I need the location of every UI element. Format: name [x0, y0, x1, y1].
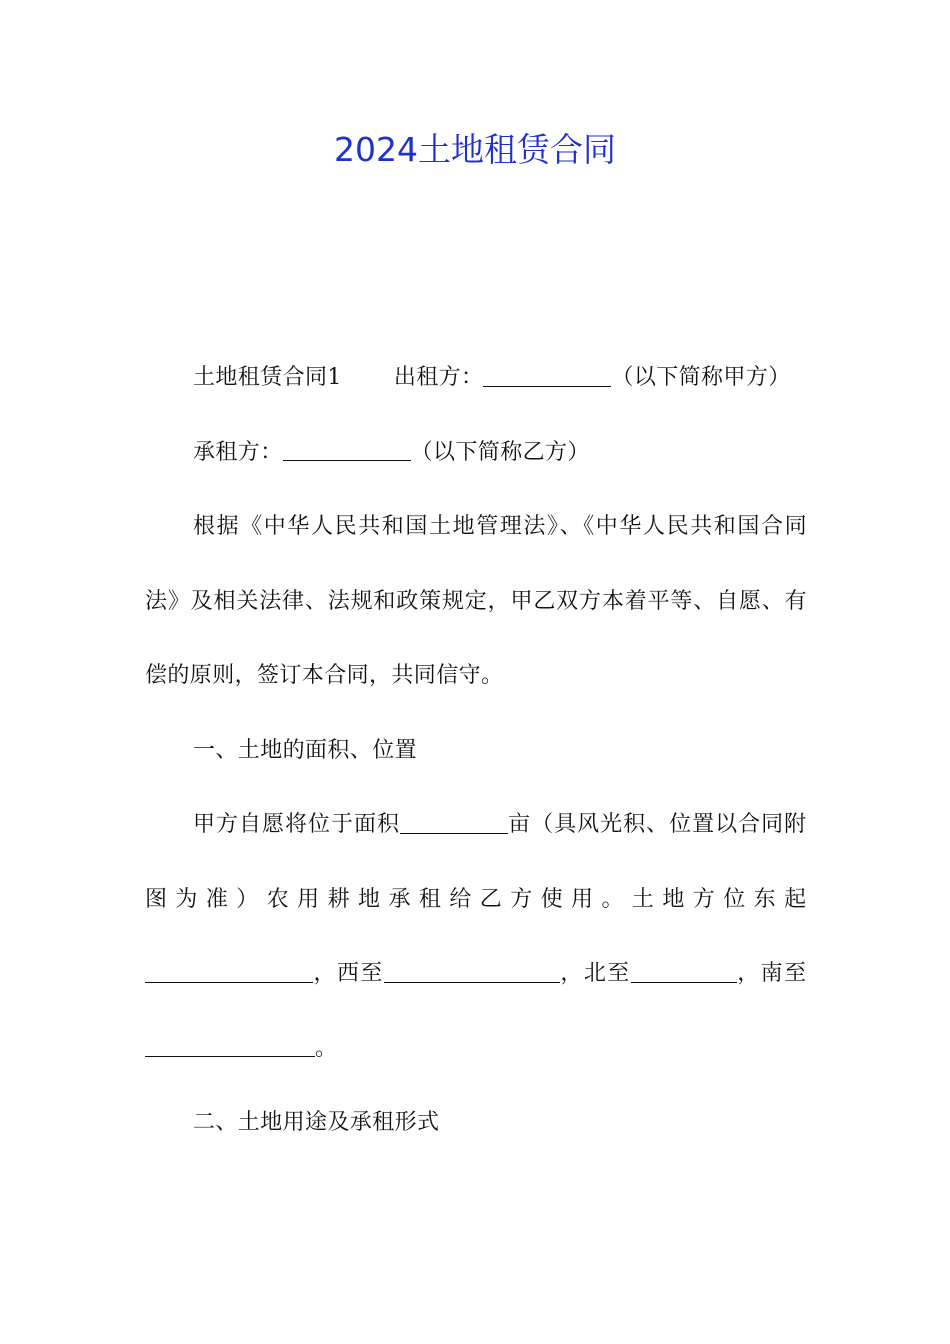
section-heading-2: 二、土地用途及承租形式	[193, 1110, 440, 1135]
west-blank	[384, 959, 560, 983]
section-heading-1: 一、土地的面积、位置	[193, 737, 418, 763]
document-title: 2024土地租赁合同	[334, 130, 616, 169]
paragraph-legal-basis: 根据《中华人民共和国土地管理法》、《中华人民共和国合同法》及相关法律、法规和政策规定，甲乙双方本着平等、自愿、有偿的原则，签订本合同，共同信守。	[145, 514, 807, 688]
lessee-label: 承租方：	[193, 439, 283, 465]
paragraph-parties-lessee	[145, 416, 807, 491]
east-blank	[145, 959, 313, 983]
land-area-text: 甲方自愿将位于面积	[193, 812, 400, 837]
south-blank	[145, 1033, 315, 1057]
area-blank	[400, 810, 508, 834]
lessee-abbrev: （以下简称乙方）	[410, 439, 590, 465]
lessee-blank	[283, 437, 411, 461]
north-label: ，北至	[559, 961, 631, 986]
paragraph-land-location	[145, 788, 807, 1086]
contract-number-label: 土地租赁合同1	[193, 365, 342, 390]
land-desc-text: 亩（具风光积、位置以合同附图为准）农用耕地承租给乙方使用。土地方位东起	[145, 812, 807, 912]
south-label: ，南至	[736, 961, 807, 986]
lessor-blank	[483, 363, 611, 387]
lessor-label: 出租方：	[393, 365, 484, 390]
west-label: ，西至	[313, 961, 384, 986]
end-mark: 。	[315, 1035, 338, 1061]
paragraph-parties-lessor	[145, 341, 807, 416]
contract-body	[145, 341, 807, 1161]
north-blank	[631, 959, 737, 983]
lessor-abbrev: （以下简称甲方）	[611, 365, 791, 390]
